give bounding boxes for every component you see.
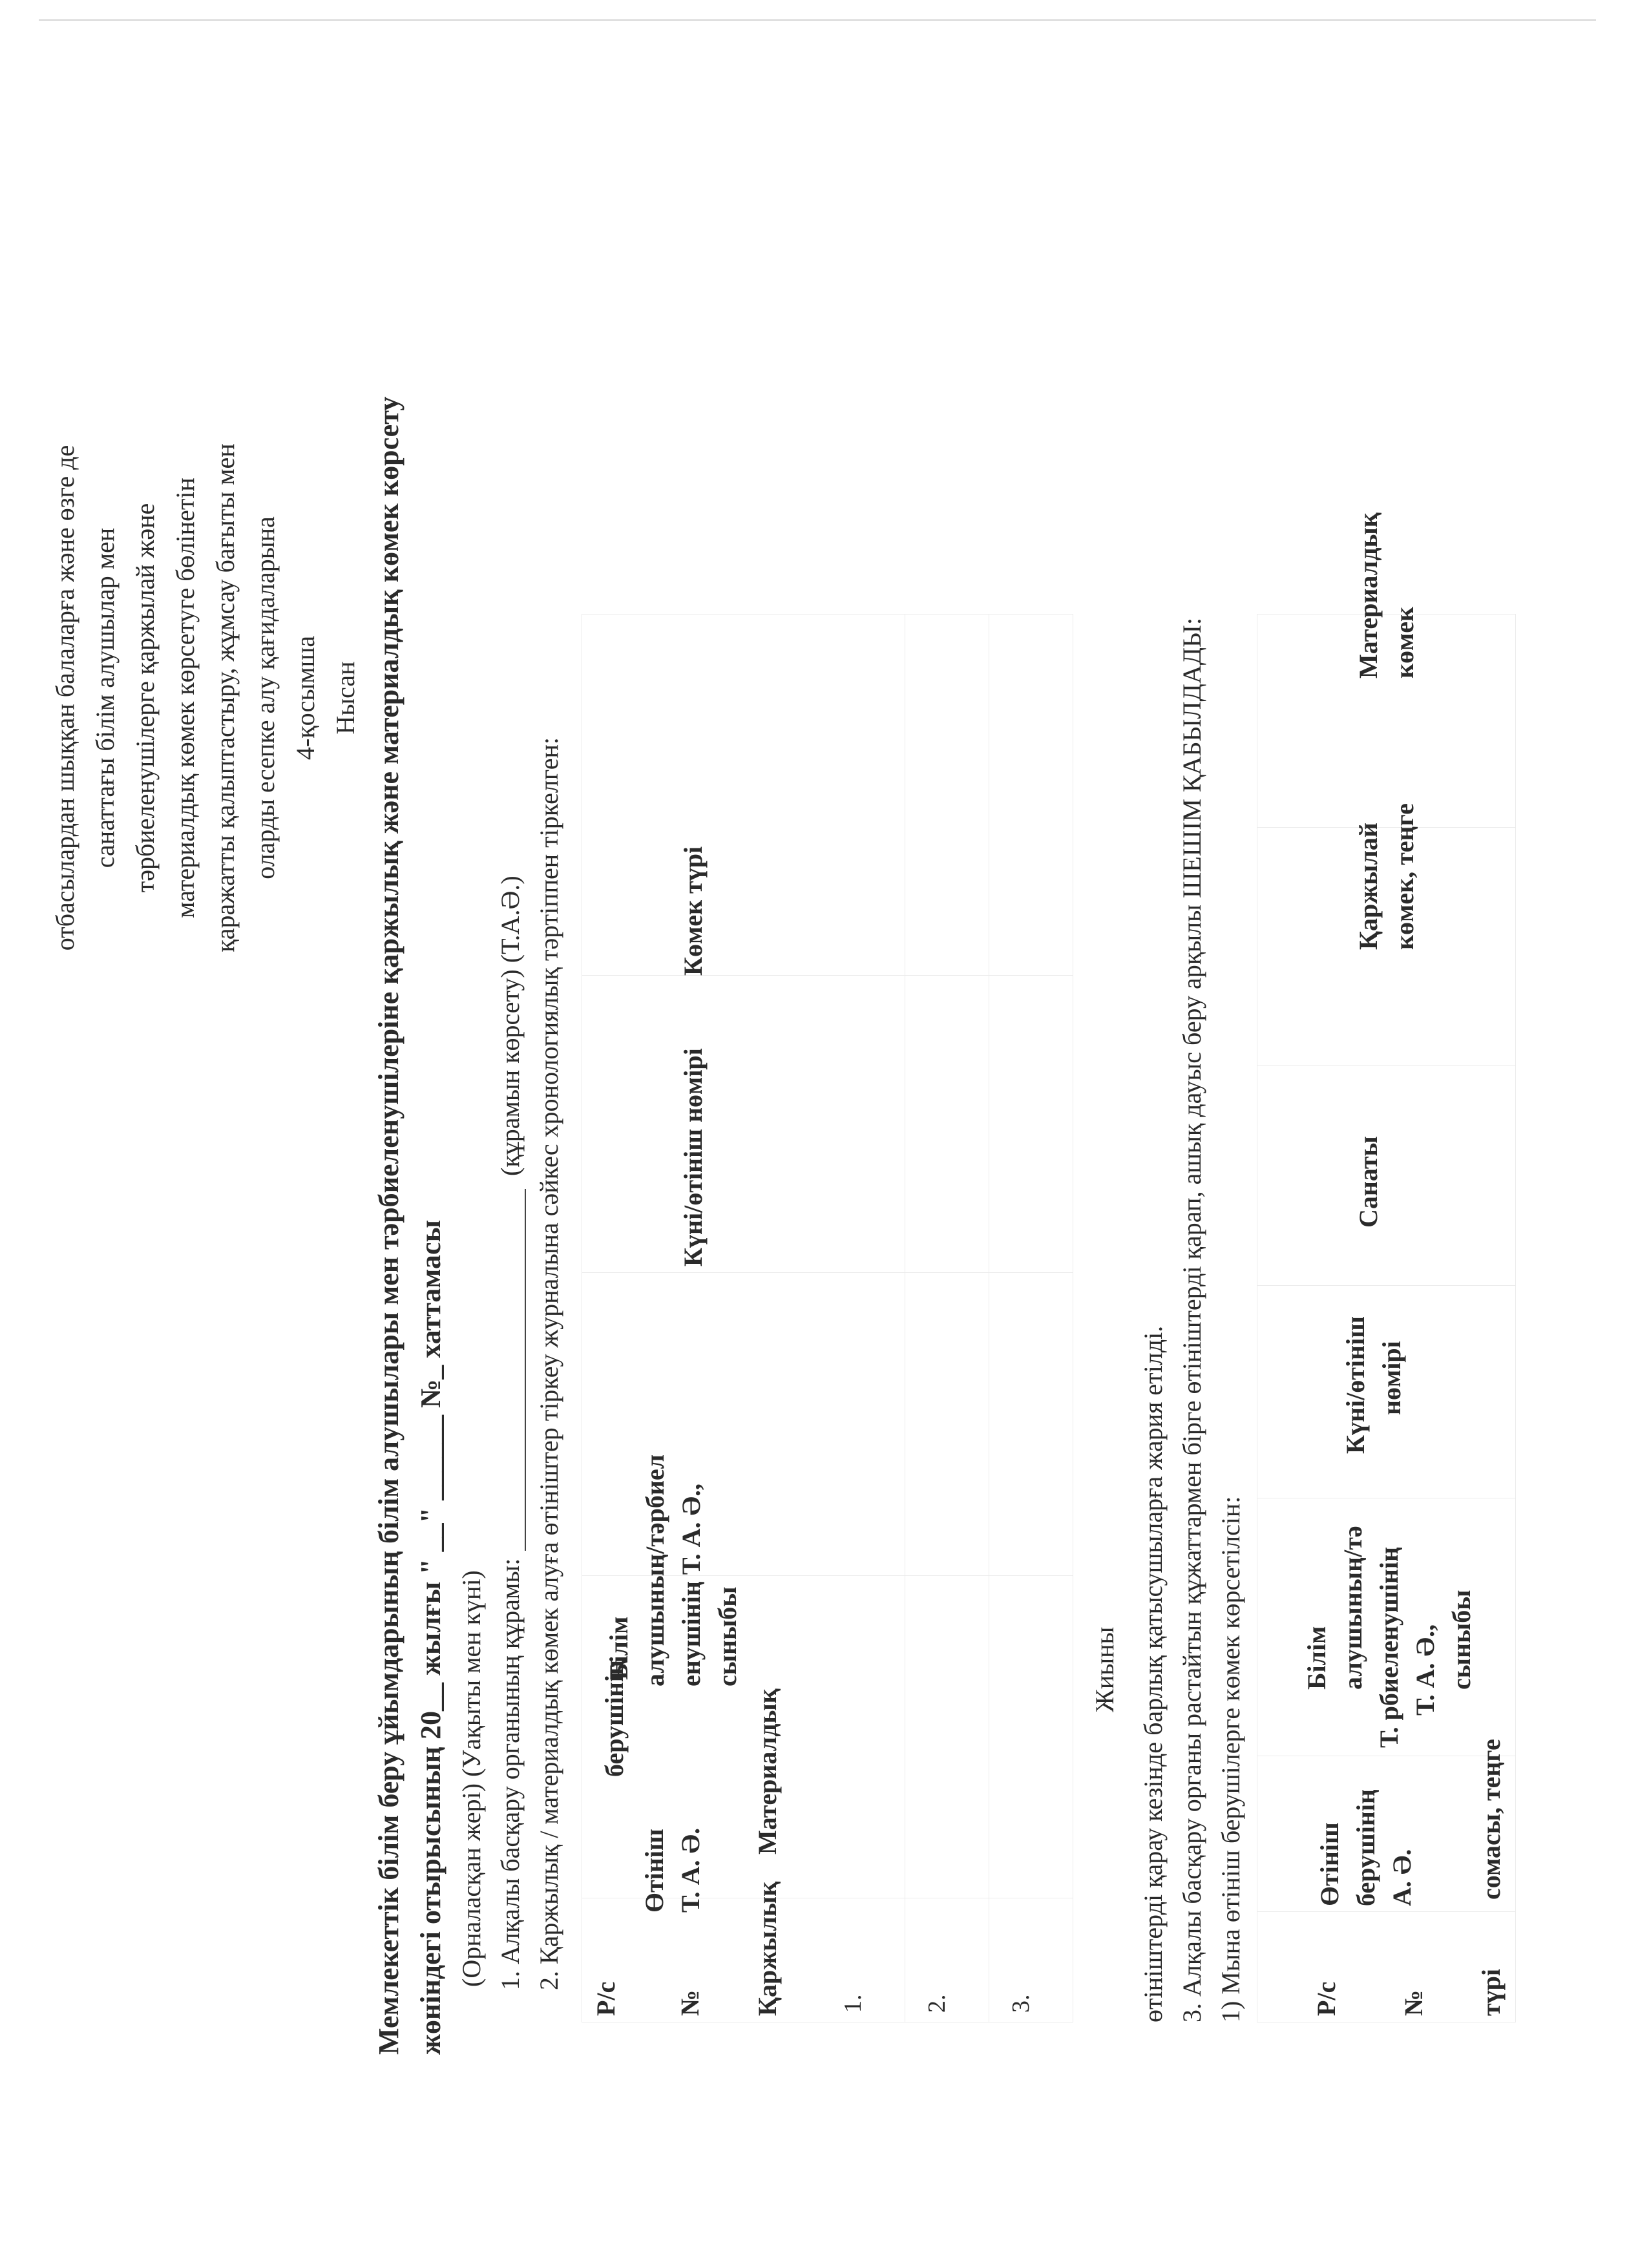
annex-line: тәрбиеленушілерге қаржылай және	[131, 503, 160, 893]
table1-header-learner: Білім алушының/тәрбиел енушінің Т. А. Ә., сыныбы	[604, 1454, 742, 1686]
annex-number: 4-қосымша	[291, 635, 320, 761]
table2-header-material-aid: Материалдық көмек	[1354, 512, 1419, 678]
table2-header-learner: Білім алушының/тә Т. рбиеленушінің Т. А. Ә., сыныбы	[1302, 1526, 1476, 1748]
table2-header-ps: Р/с	[1312, 1981, 1341, 2016]
annex-line: қаражатты қалыптастыру, жұмсау бағыты мен	[211, 443, 240, 952]
item-1-blank-line	[525, 1189, 526, 1551]
decision-subitem-1: 1) Мына өтініш берушілерге көмек көрсетілсін:	[1216, 1496, 1245, 2022]
table1-row-number: 3.	[1007, 1994, 1035, 2013]
table1-header-ps: Р/с	[591, 1981, 620, 2016]
form-label: Нысан	[331, 661, 360, 735]
annex-line: отбасылардан шыққан балаларға және өзге де	[50, 445, 79, 951]
table2-header-financial-aid: Қаржылай көмек, теңге	[1354, 803, 1419, 950]
item-1-label: 1. Алқалы басқару органының құрамы:	[496, 1558, 525, 1990]
annex-header	[45, 213, 366, 1182]
place-time-note: (Орналасқан жері) (Уақыты мен күні)	[457, 1570, 486, 1987]
applications-table-grid	[582, 614, 1073, 2022]
table1-header-financial: Қаржылық	[753, 1881, 782, 2016]
item-1-note: (құрамын көрсету) (Т.А.Ә.)	[496, 876, 525, 1176]
annex-line: оларды есепке алу қағидаларына	[251, 516, 280, 879]
rotated-document-page	[32, 0, 1531, 2119]
decision-text: 3. Алқалы басқару органы растайтын құжаттармен бірге өтініштерді қарап, ашық дауыс беру арқылы ШЕШІМ ҚАБЫЛДАДЫ:	[1177, 618, 1206, 2022]
table1-header-aid-type: Көмек түрі	[678, 846, 708, 976]
table1-row-number: 2.	[923, 1994, 951, 2013]
annex-line: материалдық көмек көрсетуге бөлінетін	[171, 478, 200, 918]
table1-row-number: 1.	[839, 1994, 867, 2013]
table1-header-material: Материалдық	[753, 1688, 782, 1854]
annex-line: санаттағы білім алушылар мен	[90, 527, 120, 868]
after-table1-line-1: өтініштерді қарау кезінде барлық қатысушыларға жария етілді.	[1139, 1325, 1168, 2022]
table2-header-sum: сомасы, теңге	[1476, 1739, 1506, 1900]
table2-header-no: №	[1399, 1990, 1428, 2016]
table2-header-date-number: Күні/өтініш нөмірі	[1341, 1316, 1406, 1454]
table2-header-type: түрі	[1476, 1968, 1506, 2016]
table1-header-no: №	[675, 1990, 704, 2016]
table1-header-date-number: Күні/өтініш нөмірі	[678, 1048, 708, 1266]
document-title-line-2: жөніндегі отырысының 20__ жылғы " __" ______ №_ хаттамасы	[415, 1220, 446, 2055]
table1-total-label: Жиыны	[1090, 1626, 1119, 1712]
table1-header-applicant: Өтініш берушінің Т. А. Ә.	[600, 1659, 705, 1913]
table2-header-category: Санаты	[1354, 1136, 1383, 1228]
table2-header-applicant: Өтініш берушінің А. Ә.	[1315, 1789, 1416, 1906]
document-title-line-1: Мемлекеттік білім беру ұйымдарының білім алушылары мен тәрбиеленушілеріне қаржылық және материалдық көмек көрсету	[373, 396, 404, 2055]
item-2-text: 2. Қаржылық / материалдық көмек алуға өтініштер тіркеу журналына сәйкес хронологиялық тәртіппен тіркелген:	[534, 737, 563, 1990]
